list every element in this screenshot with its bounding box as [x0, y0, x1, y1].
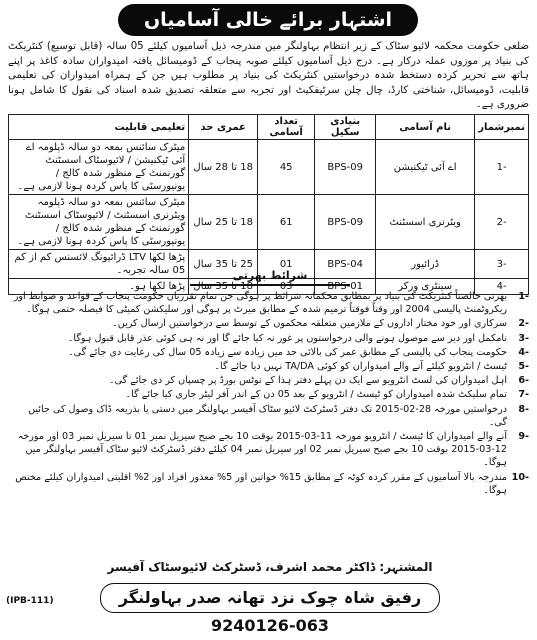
header-sr: نمبرشمار	[475, 115, 529, 140]
condition-number: -5	[518, 361, 529, 373]
condition-text: نامکمل اور دیر سے موصول ہونے والی درخواستوں پر غور نہ کیا جائے گا اور نہ ہی کوئی عذر قابل قبول ہوگا۔	[67, 332, 507, 344]
cell-post-name: ویٹرنری اسسٹنٹ	[376, 195, 475, 250]
page-title: اشتہار برائے خالی آسامیاں	[118, 4, 418, 36]
title-banner-wrap	[118, 4, 418, 36]
header-age: عمری حد	[189, 115, 258, 140]
condition-text: مندرجہ بالا آسامیوں کے مقرر کردہ کوٹہ کے مطابق 15% خواتین اور 5% معذور افراد اور 2% اقلیتی امیدواران کیلئے مختص ہوگا۔	[15, 471, 507, 496]
condition-number: -1	[518, 291, 529, 302]
intro-paragraph: ضلعی حکومت محکمہ لائیو سٹاک کے زیر انتظام بہاولنگر میں مندرجہ ذیل آسامیوں کیلئے 05 سالہ (قابل توسیع) کنٹریکٹ کی بنیاد پر موزوں عملہ درکار ہے۔ درج ذیل آسامیوں کیلئے صوبہ پنجاب کے ڈومیسائل یافتہ امیدواران سادہ کاغذ پر اپنے ہاتھ سے تحریر کردہ دستخط شدہ درخواستیں کنٹریکٹ کی بنیاد پر مطلوب ہیں جن کے ہمراہ امیدواران کی تعلیمی قابلیت، ڈومیسائل، شناختی کارڈ، چال چلن سرٹیفکیٹ اور تجربہ سے متعلقہ تصدیق شدہ اسناد کی نقول کا شامل ہونا ضروری ہے۔	[8, 41, 530, 111]
list-item	[8, 388, 529, 401]
list-item	[8, 346, 529, 359]
list-item	[8, 332, 529, 345]
conditions-title: شرائط بھرتی	[190, 268, 350, 286]
cell-age: 25 تا 35 سال	[189, 250, 258, 279]
condition-number: -4	[518, 346, 529, 358]
condition-text: بھرتی خالصتاً کنٹریکٹ کی بنیاد پر بمطابق محکمانہ شرائط پر ہوگی جن تمام تقرریاں حکومت پنجاب کے قواعد و ضوابط اور ریکروٹمنٹ پالیسی 2004 اور وقتاً فوقتاً ترمیم شدہ کے مطابق میرٹ پر ہوگی اور سلیکشن کمیٹی کا فیصلہ حتمی ہوگا۔	[13, 291, 507, 316]
cell-scale: BPS-01	[315, 279, 376, 295]
cell-count: 01	[258, 250, 315, 279]
cell-count: 61	[258, 195, 315, 250]
list-item	[8, 317, 529, 330]
conditions-list	[8, 290, 529, 498]
cell-sr: -4	[475, 279, 529, 295]
cell-qualification: میٹرک سائنس بمعہ دو سالہ ڈپلومہ اے آئی ٹیکنیشن / لائیوسٹاک اسسٹنٹ گورنمنٹ کے منظور شدہ کالج / یونیورسٹی کا پاس کردہ ہونا لازمی ہے۔	[9, 140, 189, 195]
cell-post-name: سینٹری ورکر	[376, 279, 475, 295]
header-scale: بنیادی سکیل	[315, 115, 376, 140]
cell-post-name: ڈرائیور	[376, 250, 475, 279]
condition-text: سرکاری اور خود مختار اداروں کے ملازمین متعلقہ محکموں کے توسط سے درخواستیں ارسال کریں۔	[112, 318, 507, 330]
table-row	[9, 140, 529, 195]
cell-sr: -3	[475, 250, 529, 279]
footer-phone: 063-9240126	[211, 616, 329, 635]
cell-scale: BPS-09	[315, 140, 376, 195]
list-item	[8, 290, 529, 316]
condition-number: -7	[518, 389, 529, 401]
cell-qualification: میٹرک سائنس بمعہ دو سالہ ڈپلومہ ویٹرنری اسسٹنٹ / لائیوسٹاک اسسٹنٹ گورنمنٹ کے منظور شدہ کالج / یونیورسٹی کا پاس کردہ ہونا لازمی ہے۔	[9, 195, 189, 250]
cell-qualification: پڑھا لکھا LTV ڈرائیونگ لائسنس کم از کم 05 سالہ تجربہ۔	[9, 250, 189, 279]
condition-number: -9	[518, 431, 529, 443]
condition-text: اہل امیدواران کی لسٹ انٹرویو سے ایک دن پہلے دفتر ہذا کے نوٹس بورڈ پر چسپاں کر دی جائے گی۔	[108, 375, 507, 387]
condition-number: -2	[518, 318, 529, 330]
list-item	[8, 403, 529, 429]
footer-wrap	[100, 583, 440, 635]
signature-line: المشتہر: ڈاکٹر محمد اشرف، ڈسٹرکٹ لائیوسٹاک آفیسر	[107, 560, 433, 574]
condition-number: -10	[511, 471, 529, 483]
cell-age: 18 تا 28 سال	[189, 140, 258, 195]
footer-box	[100, 583, 440, 635]
list-item	[8, 471, 529, 497]
condition-text: ٹیسٹ / انٹرویو کیلئے آنے والے امیدواران کو کوئی TA/DA نہیں دیا جائے گا۔	[214, 361, 507, 373]
header-qualification: تعلیمی قابلیت	[9, 115, 189, 140]
table-header-row	[9, 115, 529, 140]
cell-sr: -1	[475, 140, 529, 195]
cell-scale: BPS-09	[315, 195, 376, 250]
condition-text: درخواستیں مورخہ 28-02-2015 تک دفتر ڈسٹرکٹ لائیو سٹاک آفیسر بہاولنگر میں دستی یا بذریعہ ڈاک وصول کی جائیں گی۔	[28, 403, 507, 428]
ipb-code: (IPB-111)	[6, 596, 54, 606]
cell-age: 18 تا 25 سال	[189, 195, 258, 250]
conditions-title-wrap	[190, 268, 350, 286]
header-post-name: نام آسامی	[376, 115, 475, 140]
condition-text: حکومت پنجاب کی پالیسی کے مطابق عمر کی بالائی حد میں زیادہ سے زیادہ 05 سال کی رعایت دی جائے گی۔	[67, 346, 507, 358]
list-item	[8, 360, 529, 373]
table-row	[9, 195, 529, 250]
condition-number: -6	[518, 375, 529, 387]
cell-qualification: پڑھا لکھا ہو۔	[9, 279, 189, 295]
cell-count: 45	[258, 140, 315, 195]
list-item	[8, 430, 529, 470]
cell-sr: -2	[475, 195, 529, 250]
cell-scale: BPS-04	[315, 250, 376, 279]
condition-number: -8	[518, 403, 529, 415]
cell-count: 03	[258, 279, 315, 295]
list-item	[8, 374, 529, 387]
header-count: تعداد آسامی	[258, 115, 315, 140]
cell-age: 18 تا 35 سال	[189, 279, 258, 295]
condition-text: آنے والے امیدواران کا ٹیسٹ / انٹرویو مورخہ 11-03-2015 بوقت 10 بجے صبح سیریل نمبر 01 تا سیریل نمبر 03 اور مورخہ 12-03-2015 بوقت 10 بجے صبح سیریل نمبر 02 اور سیریل نمبر 04 کیلئے دفتر ڈسٹرکٹ لائیو سٹاک آفیسر بہاولنگر میں ہوگا۔	[17, 431, 507, 469]
footer-address: رفیق شاہ چوک نزد تھانہ صدر بہاولنگر	[118, 588, 422, 607]
condition-number: -3	[518, 332, 529, 344]
cell-post-name: اے آئی ٹیکنیشن	[376, 140, 475, 195]
condition-text: تمام سلیکٹ شدہ امیدواران کو ٹیسٹ / انٹرویو کے بعد 05 دن کے اندر آفر لیٹر جاری کیا جائے گا۔	[125, 389, 507, 401]
